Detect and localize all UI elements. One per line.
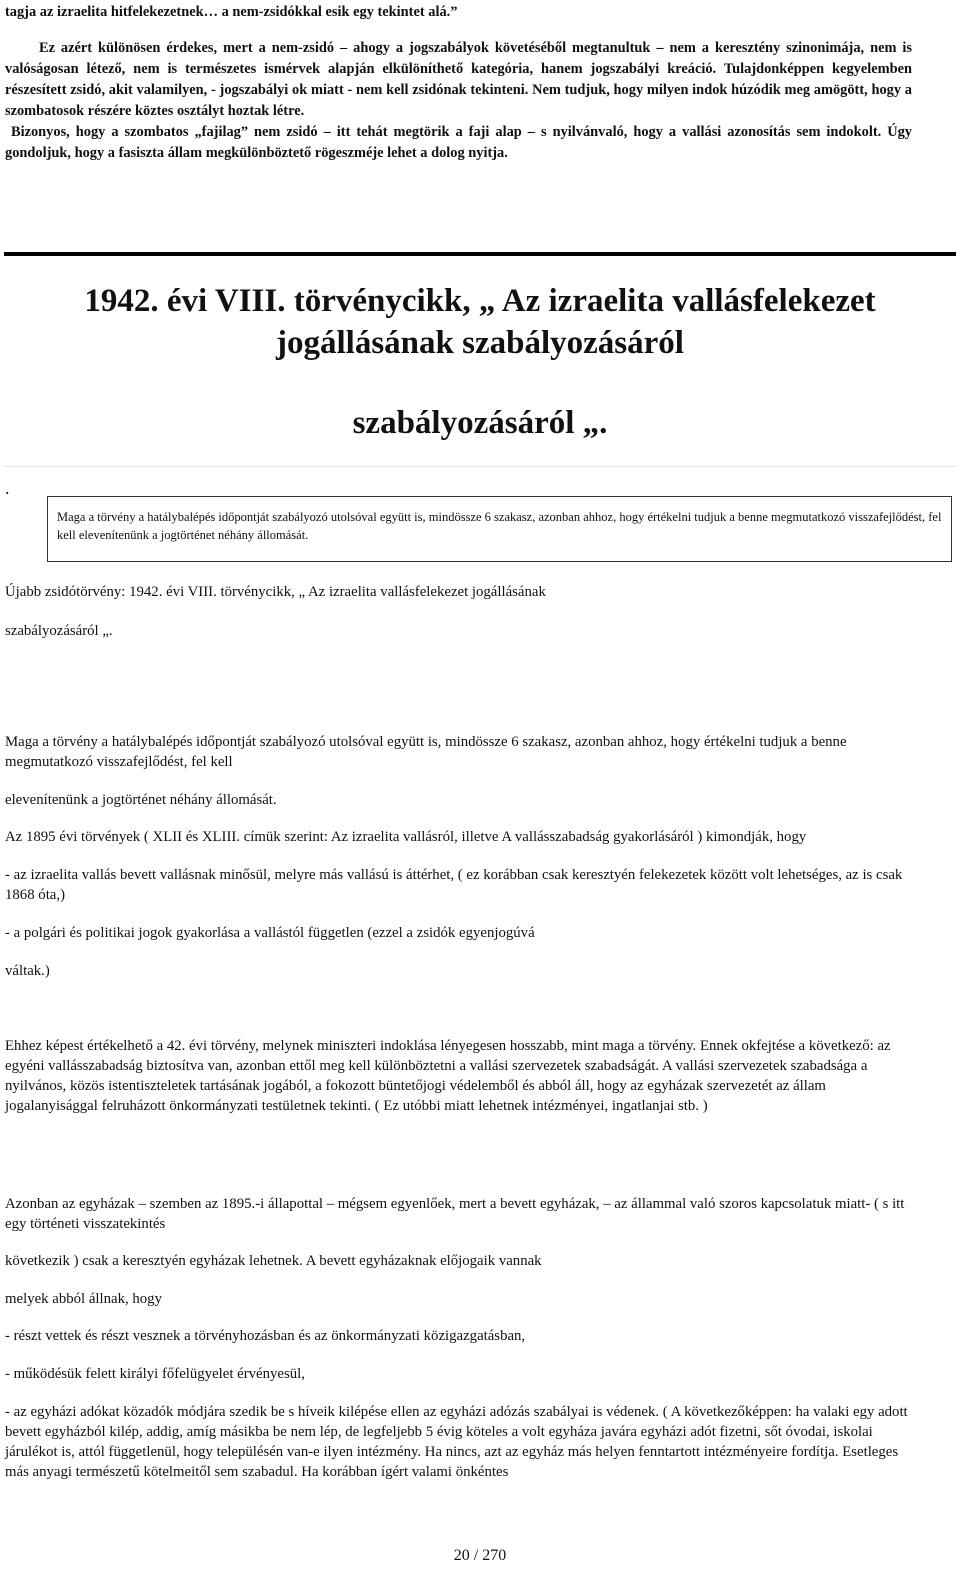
body-paragraph: elevenítenünk a jogtörténet néhány állomását.	[5, 792, 277, 808]
body-paragraph: szabályozásáról „.	[5, 623, 113, 639]
heading-underline	[4, 466, 956, 467]
top-line: tagja az izraelita hitfelekezetnek… a nem-zsidókkal esik egy tekintet alá.”	[5, 4, 458, 20]
summary-box-text: Maga a törvény a hatálybalépés időpontját szabályozó utolsóval együtt is, mindössze 6 szakasz, azonban ahhoz, hogy értékelni tudjuk a benne megmutatkozó visszafejlődést, fel kell elevenítenünk a jogtörténet néhány állomását.	[57, 510, 942, 542]
body-paragraph: Újabb zsidótörvény: 1942. évi VIII. törvénycikk, „ Az izraelita vallásfelekezet jogállásának	[5, 584, 546, 600]
heading-line-1: 1942. évi VIII. törvénycikk, „ Az izraelita vallásfelekezet	[84, 283, 876, 319]
body-paragraph: Ehhez képest értékelhető a 42. évi törvény, melynek miniszteri indoklása lényegesen hosszabb, mint maga a törvény. Ennek okfejtése a következő: az egyéni vallásszabadság biztosítva van, azonban ettől meg kell különböztetni a vallási szervezetek szabadságát. A vallási szervezetek szabadsága a nyilvános, közös istentiszteletek tartásának jogából, a fokozott büntetőjogi védelemből és abból áll, hogy az egyházak szervezetét az állam jogalanyisággal felruházott önkormányzati testületnek tekinti. ( Ez utóbbi miatt lehetnek intézményei, ingatlanjai stb. )	[5, 1038, 891, 1114]
body-paragraph: melyek abból állnak, hogy	[5, 1291, 162, 1307]
stray-dot: .	[5, 478, 10, 498]
summary-box	[47, 496, 952, 562]
body-paragraph: - az izraelita vallás bevett vallásnak minősül, melyre más vallású is áttérhet, ( ez korábban csak keresztyén felekezetek között volt lehetséges, az is csak 1868 óta,)	[5, 867, 903, 903]
body-paragraph: Az 1895 évi törvények ( XLII és XLIII. címük szerint: Az izraelita vallásról, illetve A vallásszabadság gyakorlásáról ) kimondják, hogy	[5, 829, 807, 845]
body-paragraph: következik ) csak a keresztyén egyházak lehetnek. A bevett egyházaknak előjogaik vannak	[5, 1253, 542, 1269]
section-divider	[4, 252, 956, 256]
body-paragraph: - az egyházi adókat közadók módjára szedik be s híveik kilépése ellen az egyházi adózás szabályai is védenek. ( A következőképpen: ha valaki egy adott bevett egyházból kilép, addig, amíg másikba be nem lép, de legfeljebb 5 évig köteles a volt egyháza javára egyházi adót fizetni, sőt óvodai, iskolai járulékot is, attól függetlenül, hogy településén van-e ilyen intézmény. Ha nincs, azt az egyház más helyen fenntartott intézményeire fordítja. Esetleges más anyagi természetű kötelmeitől sem szabadul. Ha korábban ígért valami önkéntes	[5, 1404, 908, 1480]
page-number: 20 / 270	[453, 1547, 507, 1564]
body-paragraph: Azonban az egyházak – szemben az 1895.-i állapottal – mégsem egyenlőek, mert a bevett egyházak, – az állammal való szoros kapcsolatuk miatt- ( s itt egy történeti visszatekintés	[5, 1196, 905, 1232]
body-paragraph: - a polgári és politikai jogok gyakorlása a vallástól független (ezzel a zsidók egyenjogúvá	[5, 925, 535, 941]
body-paragraph: - részt vettek és részt vesznek a törvényhozásban és az önkormányzati közigazgatásban,	[5, 1328, 526, 1344]
intro-paragraph-1: Ez azért különösen érdekes, mert a nem-zsidó – ahogy a jogszabályok követéséből megtanultuk – nem a keresztény szinonimája, nem is valóságosan létező, nem is természetes ismérvek alapján elkülöníthető kategória, hanem jogszabályi kreáció. Tulajdonképpen kegyelemben részesített zsidó, akit valamilyen, - jogszabályi ok miatt - nem kell zsidónak tekinteni. Nem tudjuk, hogy milyen indok húzódik meg amögött, hogy a szombatosok részére köztes osztályt hoztak létre.	[5, 40, 912, 119]
body-paragraph: Maga a törvény a hatálybalépés időpontját szabályozó utolsóval együtt is, mindössze 6 szakasz, azonban ahhoz, hogy értékelni tudjuk a benne megmutatkozó visszafejlődést, fel kell	[5, 734, 847, 770]
body-paragraph: - működésük felett királyi főfelügyelet érvényesül,	[5, 1366, 305, 1382]
heading-line-3: szabályozásáról „.	[352, 405, 608, 441]
intro-paragraph-2: Bizonyos, hogy a szombatos „fajilag” nem zsidó – itt tehát megtörik a faji alap – s nyilvánvaló, hogy a vallási azonosítás sem indokolt. Úgy gondoljuk, hogy a fasiszta állam megkülönböztető rögeszméje lehet a dolog nyitja.	[5, 124, 912, 161]
body-paragraph: váltak.)	[5, 963, 50, 979]
heading-line-2: jogállásának szabályozásáról	[276, 325, 684, 361]
